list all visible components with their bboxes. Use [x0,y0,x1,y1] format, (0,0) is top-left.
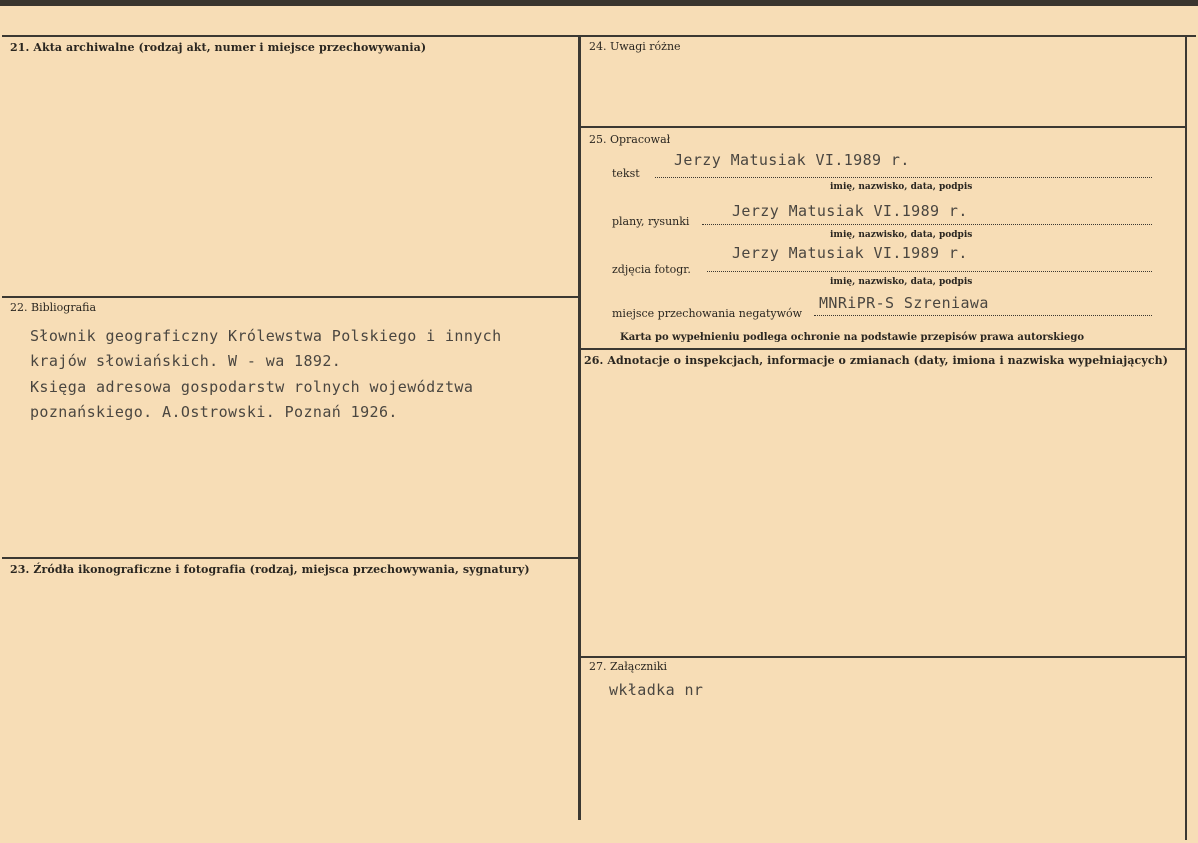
text-author-label: tekst [612,167,640,180]
divider-26-27 [580,656,1186,658]
bibliography-line-2: krajów słowiańskich. W - wa 1892. [30,352,342,370]
section-27-title: 27. Załączniki [589,660,668,673]
section-23-title: 23. Źródła ikonograficzne i fotografia (rodzaj, miejsca przechowywania, sygnatury) [10,563,530,576]
copyright-notice: Karta po wypełnieniu podlega ochronie na podstawie przepisów prawa autorskiego [620,332,1085,343]
bibliography-line-3: Księga adresowa gospodarstw rolnych województwa [30,378,474,396]
text-author-value: Jerzy Matusiak VI.1989 r. [674,151,910,169]
plans-author-caption: imię, nazwisko, data, podpis [830,230,973,240]
photos-author-value: Jerzy Matusiak VI.1989 r. [732,244,968,262]
plans-author-value: Jerzy Matusiak VI.1989 r. [732,202,968,220]
section-25-title: 25. Opracował [589,133,671,146]
divider-top [2,35,1196,37]
section-26-title: 26. Adnotacje o inspekcjach, informacje o zmianach (daty, imiona i nazwiska wypełniających) [584,354,1169,367]
top-edge [0,0,1198,6]
plans-author-label: plany, rysunki [612,215,690,228]
negatives-location-label: miejsce przechowania negatywów [612,307,803,320]
divider-22-23 [2,557,579,559]
bibliography-line-1: Słownik geograficzny Królewstwa Polskiego i innych [30,327,502,345]
divider-center [578,35,581,820]
attachment-value: wkładka nr [609,681,704,699]
divider-right-edge [1185,35,1187,840]
divider-25-26 [580,348,1186,350]
section-24-title: 24. Uwagi różne [589,40,681,53]
negatives-location-line [814,315,1152,316]
photos-author-label: zdjęcia fotogr. [612,263,691,276]
section-22-title: 22. Bibliografia [10,301,97,314]
text-author-line [655,177,1152,178]
photos-author-caption: imię, nazwisko, data, podpis [830,277,973,287]
section-21-title: 21. Akta archiwalne (rodzaj akt, numer i miejsce przechowywania) [10,41,427,54]
plans-author-line [702,224,1152,225]
photos-author-line [707,271,1152,272]
divider-21-22 [2,296,579,298]
text-author-caption: imię, nazwisko, data, podpis [830,182,973,192]
bibliography-line-4: poznańskiego. A.Ostrowski. Poznań 1926. [30,403,398,421]
divider-24-25 [580,126,1186,128]
negatives-location-value: MNRiPR-S Szreniawa [819,294,989,312]
